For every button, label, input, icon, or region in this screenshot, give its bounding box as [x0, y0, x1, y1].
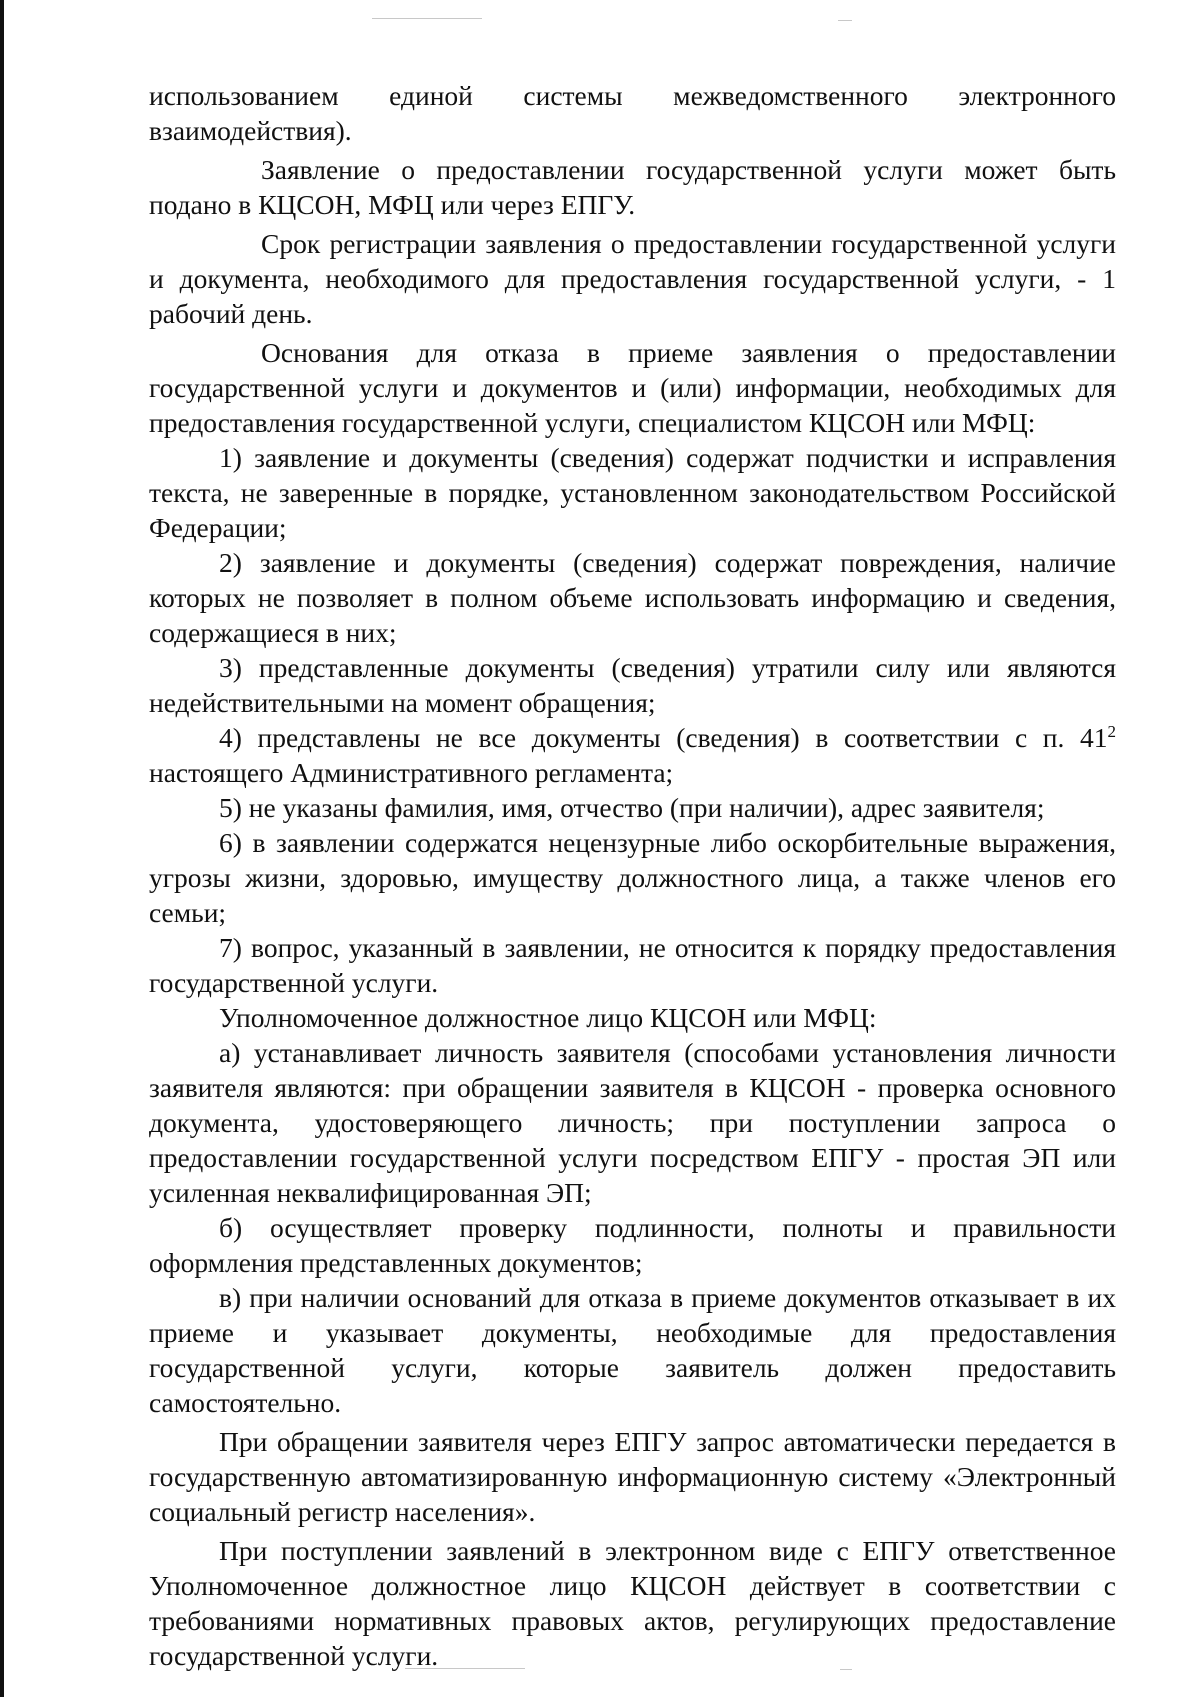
list-item-3: 3) представленные документы (сведения) утратили силу или являются недействительными на момент обращения;	[149, 652, 1116, 718]
list-item-2: 2) заявление и документы (сведения) содержат повреждения, наличие которых не позволяет в полном объеме использовать информацию и сведения, содержащиеся в них;	[149, 547, 1116, 648]
list-item-5: 5) не указаны фамилия, имя, отчество (при наличии), адрес заявителя;	[219, 792, 1045, 823]
scan-left-edge	[0, 0, 4, 1697]
list-item-a: а) устанавливает личность заявителя (способами установления личности заявителя являются: при обращении заявителя в КЦСОН - проверка основного документа, удостоверяющего личность; при поступлении запроса о предоставлении государственной услуги посредством ЕПГУ - простая ЭП или усиленная неквалифицированная ЭП;	[149, 1037, 1116, 1208]
list-item-b: б) осуществляет проверку подлинности, полноты и правильности оформления представленных документов;	[149, 1212, 1116, 1278]
list-item-4	[149, 720, 1116, 790]
scan-speck	[838, 20, 852, 21]
list-item-v: в) при наличии оснований для отказа в приеме документов отказывает в их приеме и указывает документы, необходимые для предоставления государственной услуги, которые заявитель должен предоставить самостоятельно.	[149, 1282, 1116, 1418]
paragraph-registration-term: Срок регистрации заявления о предоставлении государственной услуги и документа, необходимого для предоставления государственной услуги, - 1 рабочий день.	[149, 228, 1116, 329]
document-body	[149, 78, 1116, 1673]
list-item-4-text: 4) представлены не все документы (сведения) в соответствии с п. 41	[219, 722, 1108, 753]
paragraph-electronic-applications: При поступлении заявлений в электронном виде с ЕПГУ ответственное Уполномоченное должностное лицо КЦСОН действует в соответствии с требованиями нормативных правовых актов, регулирующих предоставление государственной услуги.	[149, 1535, 1116, 1671]
paragraph-refusal-grounds: Основания для отказа в приеме заявления о предоставлении государственной услуги и документов и (или) информации, необходимых для предоставления государственной услуги, специалистом КЦСОН или МФЦ:	[149, 337, 1116, 438]
paragraph-continuation: использованием единой системы межведомственного электронного взаимодействия).	[149, 80, 1116, 146]
paragraph-authorized-official: Уполномоченное должностное лицо КЦСОН или МФЦ:	[219, 1002, 877, 1033]
scan-speck	[372, 18, 482, 19]
list-item-4-text-end: настоящего Административного регламента;	[149, 757, 674, 788]
paragraph-epgu-request: При обращении заявителя через ЕПГУ запрос автоматически передается в государственную автоматизированную информационную систему «Электронный социальный регистр населения».	[149, 1426, 1116, 1527]
list-item-1: 1) заявление и документы (сведения) содержат подчистки и исправления текста, не заверенные в порядке, установленном законодательством Российской Федерации;	[149, 442, 1116, 543]
paragraph-submission-channels: Заявление о предоставлении государственной услуги может быть подано в КЦСОН, МФЦ или через ЕПГУ.	[149, 154, 1116, 220]
footnote-superscript: 2	[1107, 721, 1116, 741]
list-item-6: 6) в заявлении содержатся нецензурные либо оскорбительные выражения, угрозы жизни, здоровью, имуществу должностного лица, а также членов его семьи;	[149, 827, 1116, 928]
list-item-7: 7) вопрос, указанный в заявлении, не относится к порядку предоставления государственной услуги.	[149, 932, 1116, 998]
